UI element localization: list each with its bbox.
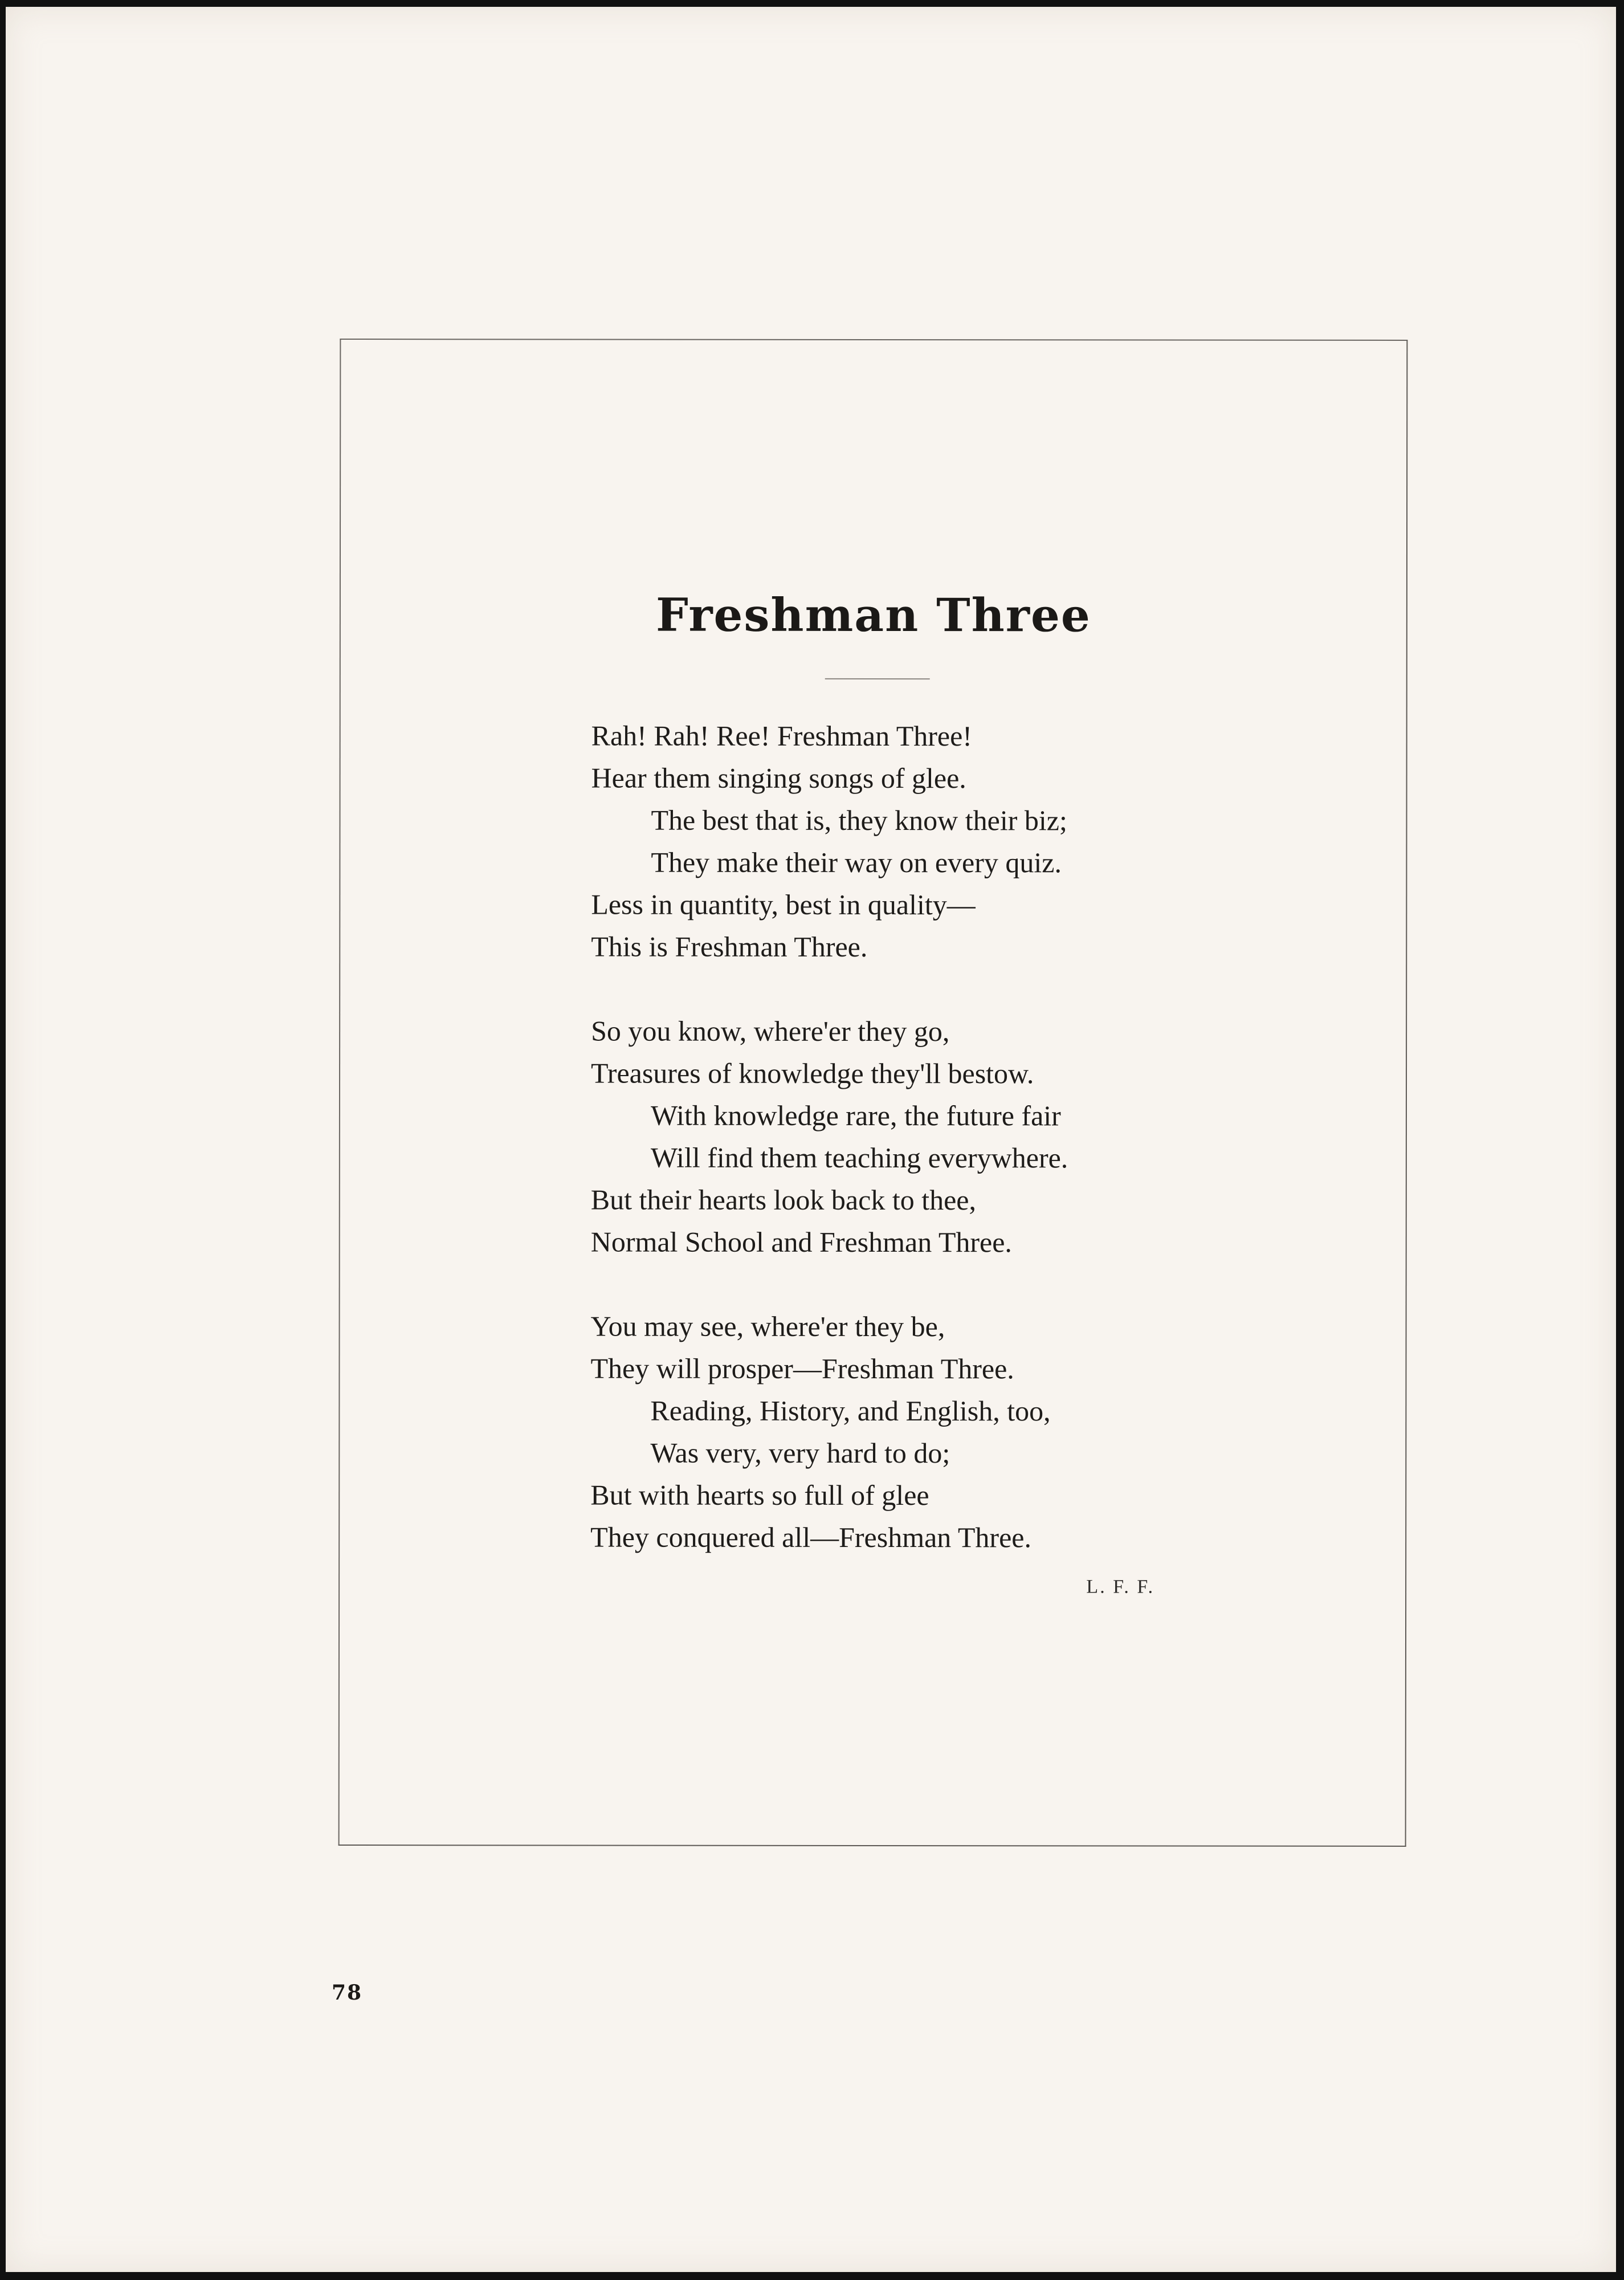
book-page (6, 7, 1616, 2272)
poem-line: Normal School and Freshman Three. (590, 1226, 1012, 1259)
poem-line: With knowledge rare, the future fair (650, 1099, 1061, 1132)
poem-line: This is Freshman Three. (591, 930, 868, 963)
stanza-1 (591, 714, 1218, 968)
title-divider (825, 678, 930, 679)
poem-line: You may see, where'er they be, (590, 1310, 945, 1343)
poem-title: Freshman Three (655, 588, 1091, 642)
poem-line: But with hearts so full of glee (590, 1479, 929, 1512)
poem-line: Less in quantity, best in quality— (591, 888, 976, 921)
poem-line: They conquered all—Freshman Three. (590, 1521, 1032, 1554)
poem-line: Was very, very hard to do; (650, 1436, 950, 1469)
poem-frame (338, 339, 1408, 1847)
poem-line: The best that is, they know their biz; (651, 804, 1067, 837)
poem-line: Reading, History, and English, too, (650, 1394, 1051, 1427)
page-number: 78 (332, 1981, 363, 2005)
poem-line: Hear them singing songs of glee. (591, 762, 966, 795)
poem-line: Treasures of knowledge they'll bestow. (591, 1057, 1034, 1090)
poem-line: They will prosper—Freshman Three. (590, 1352, 1014, 1385)
poem-line: Will find them teaching everywhere. (650, 1141, 1068, 1174)
poem-line: Rah! Rah! Ree! Freshman Three! (591, 719, 972, 752)
stanza-3 (590, 1305, 1217, 1558)
poem-line: So you know, where'er they go, (591, 1015, 950, 1048)
poem-body (590, 714, 1218, 1601)
stanza-2 (591, 1009, 1218, 1263)
poem-line: But their hearts look back to thee, (590, 1183, 977, 1216)
author-initials: L. F. F. (1086, 1576, 1155, 1598)
poem-line: They make their way on every quiz. (651, 846, 1062, 879)
